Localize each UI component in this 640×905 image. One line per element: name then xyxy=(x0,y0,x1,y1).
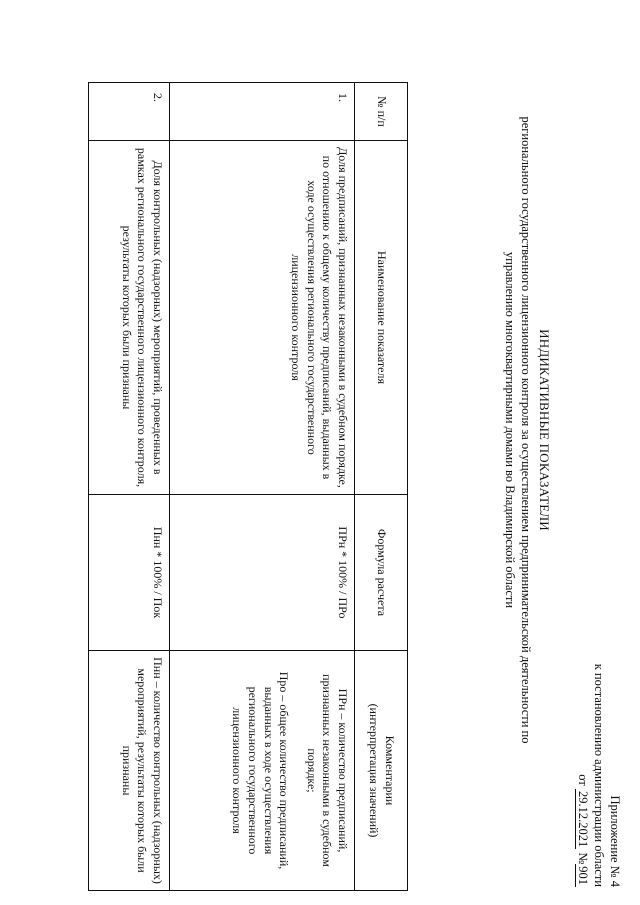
row-number: 1. xyxy=(170,83,355,141)
header-name: Наименование показателя xyxy=(355,141,408,495)
header-comment-line2: (интерпретация значений) xyxy=(367,703,381,838)
indicator-name: Доля контрольных (надзорных) мероприятий, проведенных в рамках регионального государственного лицензионного контроля, результаты которых были признаны xyxy=(89,141,170,495)
header-row xyxy=(355,83,408,891)
table-row xyxy=(89,83,170,891)
annex-decree-reference: к постановлению администрации области xyxy=(592,663,606,887)
comment-part-a: Пнн – количество контрольных (надзорных) мероприятий, результаты которых были признаны xyxy=(119,657,165,884)
header-num: № п/п xyxy=(355,83,408,141)
annex-label: Приложение № 4 xyxy=(608,795,622,887)
table-header xyxy=(355,83,408,891)
comment-part-a: ПРн – количество предписаний, признанных незаконными в судебном порядке; xyxy=(304,674,350,867)
indicator-comment xyxy=(89,651,170,891)
row-number: 2. xyxy=(89,83,170,141)
annex-date-number xyxy=(574,774,590,887)
header-formula: Формула расчета xyxy=(355,495,408,651)
indicator-comment xyxy=(170,651,355,891)
indicator-formula: Пнн * 100% / Пок xyxy=(89,495,170,651)
header-comment xyxy=(355,651,408,891)
document-title: ИНДИКАТИВНЫЕ ПОКАЗАТЕЛИ xyxy=(537,329,552,531)
header-comment-line1: Комментарии xyxy=(382,735,397,806)
document-subtitle xyxy=(502,60,535,800)
indicators-table xyxy=(88,82,408,891)
annex-number: 901 xyxy=(576,866,590,885)
indicator-formula: ПРн * 100% / ПРо xyxy=(170,495,355,651)
subtitle-line-1: регионального государственного лицензионного контроля за осуществлением предпринимательской деятельности по xyxy=(519,116,533,744)
comment-part-b: Про – общее количество предписаний, выданных в ходе осуществления регионального государственного лицензионного контроля xyxy=(230,671,292,870)
subtitle-line-2: управлению многоквартирными домами во Владимирской области xyxy=(502,251,517,609)
annex-date-prefix: от xyxy=(576,774,590,786)
annex-number-sign: № xyxy=(576,852,590,865)
annex-date: 29.12.2021 xyxy=(576,790,590,848)
indicator-name: Доля предписаний, признанных незаконными в судебном порядке, по отношению к общему количеству предписаний, выданных в ходе осуществления регионального государственного лицензионного контроля xyxy=(170,141,355,495)
table-row xyxy=(170,83,355,891)
